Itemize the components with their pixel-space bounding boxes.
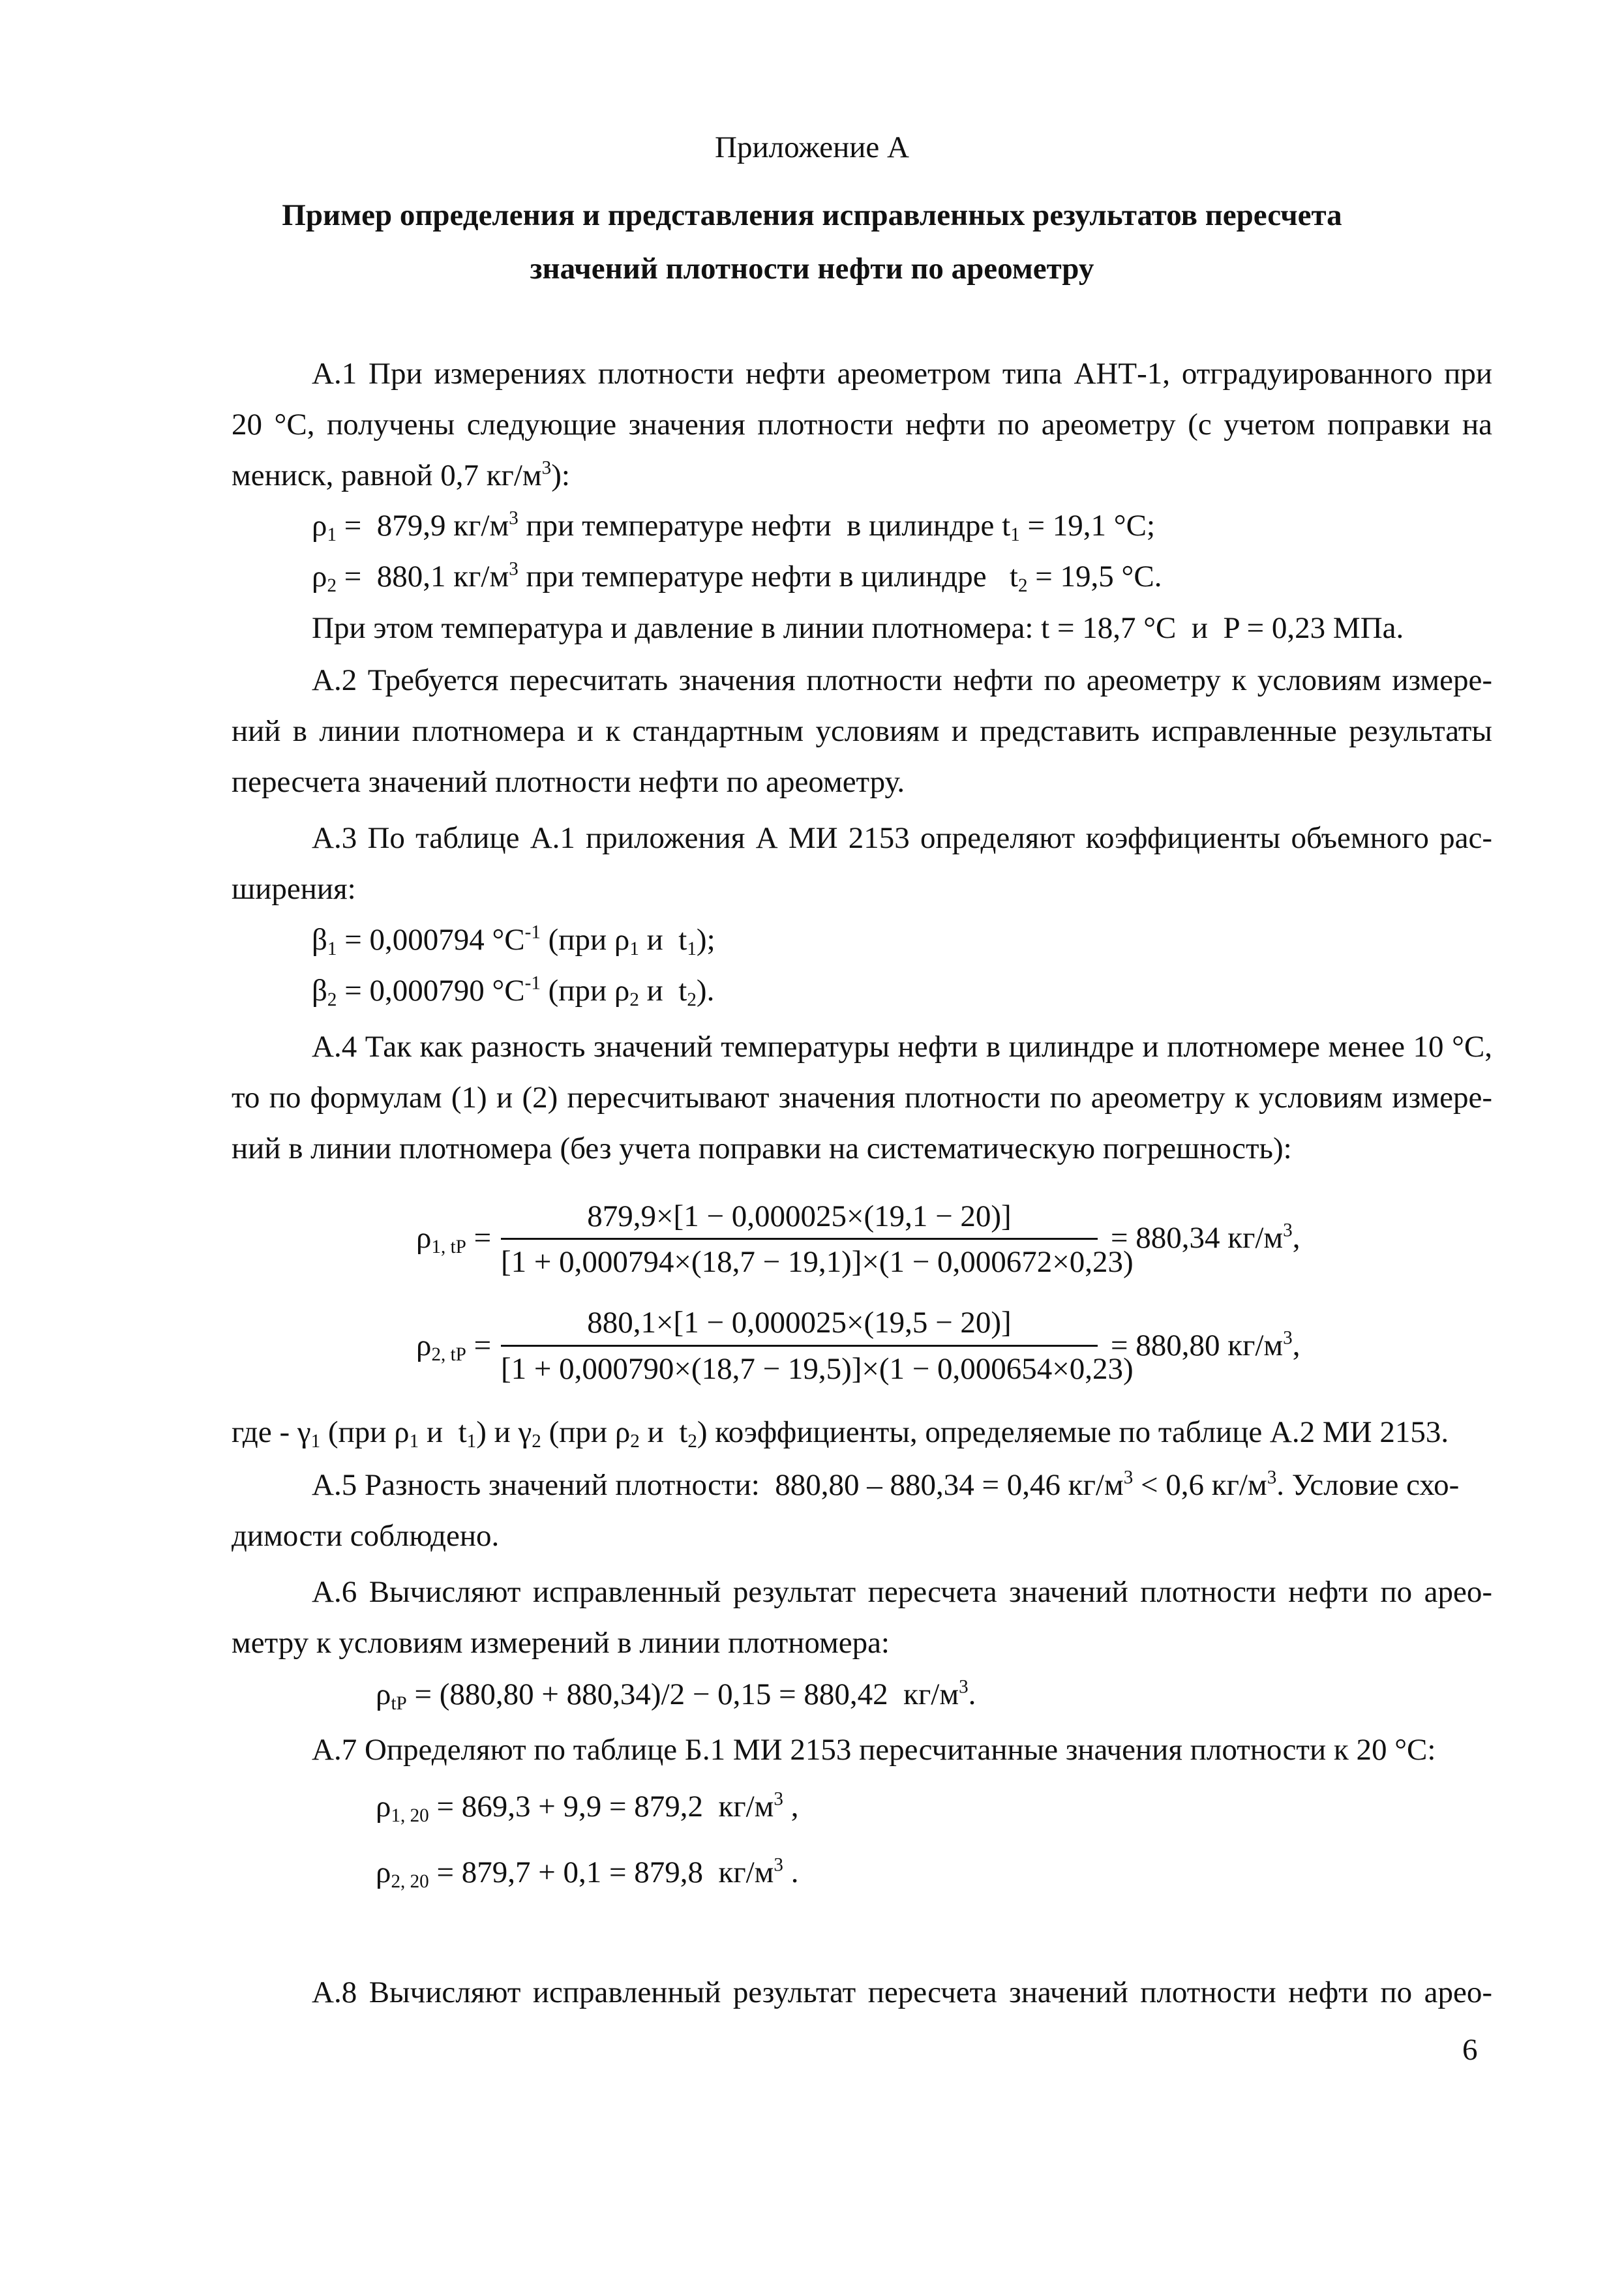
formula-1-rhs: = 880,34 $кг/м^3$, (1111, 1220, 1301, 1255)
a1-line-3: мениск, равной 0,7 $кг/м^3$): (232, 457, 570, 492)
formula-rho2-20: $\rho_{2, 20} = 879,7 + 0,1 = 879,8$ $кг/м^3$ . (376, 1854, 799, 1893)
a7-line-1: А.7 Определяют по таблице Б.1 МИ 2153 пересчитанные значения плотности к 20 °С: (312, 1733, 1436, 1767)
a4-where-clause: где - $\gamma_1$ (при $\rho_1$ и $t_1$) и $\gamma_2$ (при $\rho_2$ и $t_2$) коэффициенты, определяемые по таблице А.2 МИ 2153. (232, 1415, 1449, 1452)
formula-rho-tp: $\rho_{tP} = (880,80 + 880,34)/2 - 0,15 = 880,42$ $кг/м^3$. (376, 1676, 976, 1715)
a4-line-1: А.4 Так как разность значений температуры нефти в цилиндре и плотномере менее 10 °С, (312, 1030, 1492, 1064)
formula-1-numerator: 879,9×[1 − 0,000025×(19,1 − 20)] (587, 1199, 1012, 1233)
a6-line-2: метру к условиям измерений в линии плотномера: (232, 1626, 890, 1660)
formula-2-fraction-bar (501, 1345, 1098, 1347)
rho1-measurement: $\rho_1 = 879,9$ $кг/м^3$ при температуре нефти в цилиндре $t_1 = 19,1$ °С; (312, 507, 1156, 546)
formula-1-fraction-bar (501, 1238, 1098, 1240)
page-number: 6 (1462, 2033, 1478, 2067)
a1-line-2: 20 °С, получены следующие значения плотности нефти по ареометру (с учетом поправки на (232, 408, 1492, 442)
a5-line-1: А.5 Разность значений плотности: 880,80 – 880,34 = 0,46 $кг/м^3 < 0,6$ $кг/м^3$. Условие схо- (312, 1467, 1460, 1502)
document-heading-line-2: значений плотности нефти по ареометру (530, 252, 1094, 286)
a4-line-2: то по формулам (1) и (2) пересчитывают значения плотности по ареометру к условиям измере- (232, 1081, 1492, 1115)
line-conditions: При этом температура и давление в линии плотномера: t = 18,7 °С и P = 0,23 МПа. (312, 611, 1404, 645)
formula-2-rhs: = 880,80 $кг/м^3$, (1111, 1327, 1301, 1362)
a3-line-2: ширения: (232, 872, 356, 906)
formula-1-denominator: [1 + 0,000794×(18,7 − 19,1)]×(1 − 0,000672×0,23) (501, 1245, 1134, 1279)
beta1-value: $\beta_1 = 0,000794$ $^\circ С^{-1}$ (при $\rho_1$ и $t_1$); (312, 922, 715, 960)
a2-line-3: пересчета значений плотности нефти по ареометру. (232, 765, 905, 799)
a6-line-1: А.6 Вычисляют исправленный результат пересчета значений плотности нефти по арео- (312, 1575, 1492, 1609)
a8-line-1: А.8 Вычисляют исправленный результат пересчета значений плотности нефти по арео- (312, 1975, 1492, 2009)
a5-line-2: димости соблюдено. (232, 1519, 500, 1553)
formula-2-numerator: 880,1×[1 − 0,000025×(19,5 − 20)] (587, 1306, 1012, 1340)
formula-rho1-20: $\rho_{1, 20} = 869,3 + 9,9 = 879,2$ $кг/м^3$ , (376, 1788, 799, 1827)
a3-line-1: А.3 По таблице А.1 приложения А МИ 2153 определяют коэффициенты объемного рас- (312, 821, 1492, 855)
a4-line-3: ний в линии плотномера (без учета поправки на систематическую погрешность): (232, 1132, 1292, 1165)
a2-line-2: ний в линии плотномера и к стандартным условиям и представить исправленные результаты (232, 714, 1492, 748)
formula-2-denominator: [1 + 0,000790×(18,7 − 19,5)]×(1 − 0,000654×0,23) (501, 1352, 1134, 1386)
rho2-measurement: $\rho_2 = 880,1$ $кг/м^3$ при температуре нефти в цилиндре $t_2 = 19,5$ °С. (312, 558, 1162, 597)
appendix-title: Приложение А (715, 130, 909, 164)
a2-line-1: А.2 Требуется пересчитать значения плотности нефти по ареометру к условиям измере- (312, 663, 1492, 697)
a1-line-1: А.1 При измерениях плотности нефти ареометром типа АНТ-1, отградуированного при (312, 357, 1492, 391)
formula-1-lhs: $\rho_{1, tP}$ = (416, 1221, 492, 1258)
document-heading-line-1: Пример определения и представления исправленных результатов пересчета (282, 198, 1342, 232)
beta2-value: $\beta_2 = 0,000790$ $^\circ С^{-1}$ (при $\rho_2$ и $t_2$). (312, 972, 715, 1011)
formula-2-lhs: $\rho_{2, tP}$ = (416, 1329, 492, 1366)
